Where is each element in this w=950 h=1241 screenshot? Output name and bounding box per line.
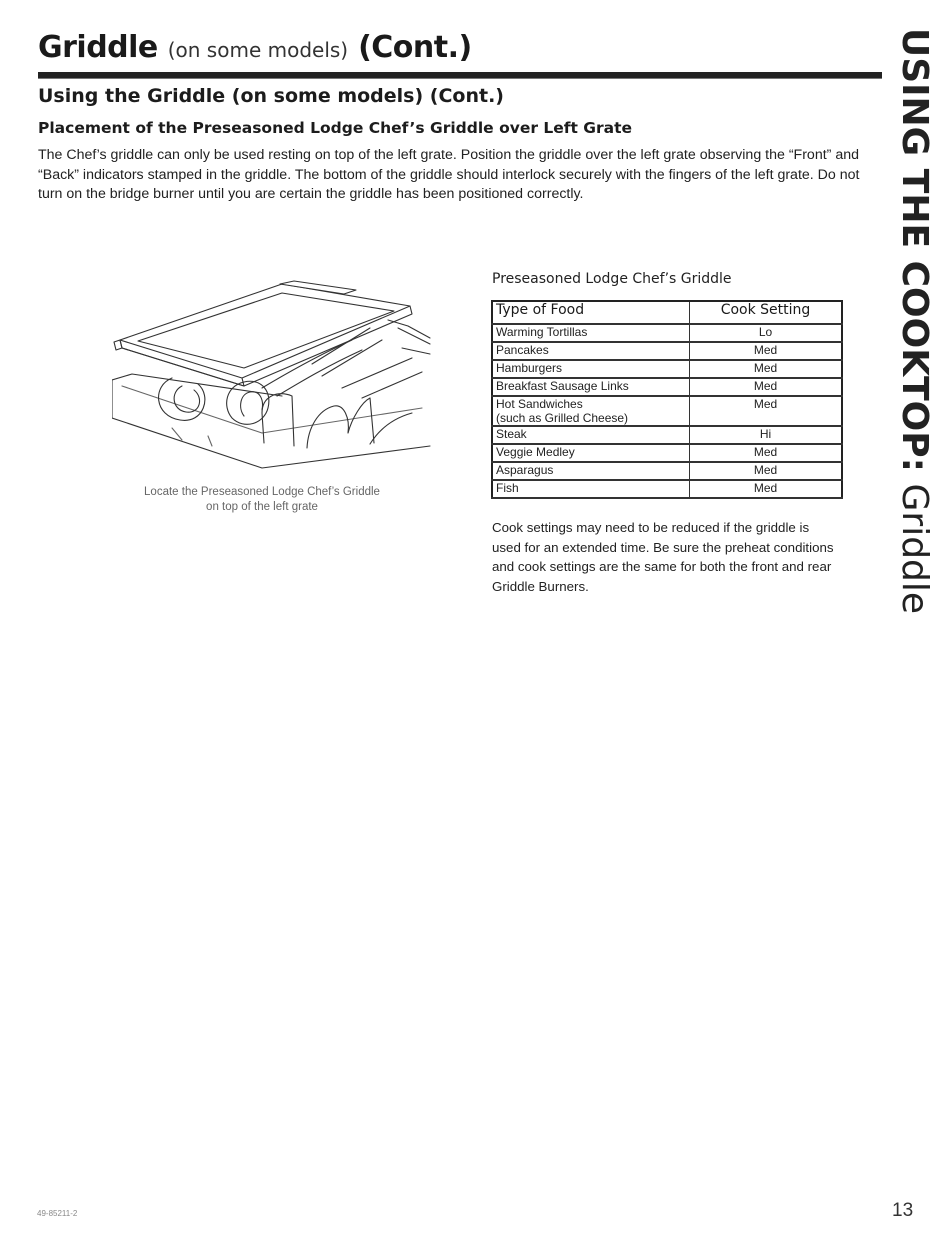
food-cell — [492, 444, 690, 462]
setting-cell: Med — [690, 342, 843, 360]
title-cont: (Cont.) — [358, 30, 472, 65]
setting-cell: Lo — [690, 324, 843, 342]
food-name: Asparagus — [496, 463, 554, 477]
food-cell — [492, 426, 690, 444]
food-cell — [492, 360, 690, 378]
table-header-row — [492, 301, 842, 324]
griddle-on-grate-illustration — [112, 268, 432, 483]
food-cell — [492, 462, 690, 480]
setting-cell: Hi — [690, 426, 843, 444]
food-name: Fish — [496, 481, 519, 495]
header-type-of-food: Type of Food — [492, 301, 690, 324]
setting-cell: Med — [690, 378, 843, 396]
table-row — [492, 378, 842, 396]
header-cook-setting: Cook Setting — [690, 301, 843, 324]
figure-caption — [112, 485, 412, 515]
food-name: Veggie Medley — [496, 445, 575, 459]
food-name: Warming Tortillas — [496, 325, 588, 339]
side-tab-bold: USING THE COOKTOP: — [894, 28, 935, 473]
food-name: Breakfast Sausage Links — [496, 379, 629, 393]
cook-settings-table — [491, 300, 843, 499]
title-main: Griddle — [38, 30, 158, 65]
table-title: Preseasoned Lodge Chef’s Griddle — [492, 271, 732, 287]
intro-paragraph: The Chef’s griddle can only be used resting on top of the left grate. Position the griddle over the left grate observing the “Front” and “Back” indicators stamped in the griddle. The bottom of the griddle should interlock securely with the fingers of the left grate. Do not turn on the bridge burner until you are certain the griddle has been positioned correctly. — [38, 147, 860, 202]
section-subheading: Placement of the Preseasoned Lodge Chef’s Griddle over Left Grate — [38, 119, 633, 137]
food-cell — [492, 378, 690, 396]
caption-line-2: on top of the left grate — [206, 501, 318, 513]
food-subnote: (such as Grilled Cheese) — [496, 411, 629, 425]
food-cell — [492, 480, 690, 498]
food-cell — [492, 324, 690, 342]
title-rule — [38, 72, 882, 79]
food-cell — [492, 342, 690, 360]
food-cell — [492, 396, 690, 426]
table-row — [492, 462, 842, 480]
side-tab — [890, 28, 938, 615]
setting-cell: Med — [690, 480, 843, 498]
food-name: Hot Sandwiches — [496, 397, 583, 411]
section-heading: Using the Griddle (on some models) (Cont.) — [38, 85, 504, 107]
table-row — [492, 480, 842, 498]
cook-settings-note: Cook settings may need to be reduced if the griddle is used for an extended time. Be sure the preheat conditions and cook settings are the same for both the front and rear Griddle Burners. — [492, 520, 834, 594]
table-row — [492, 426, 842, 444]
setting-cell: Med — [690, 462, 843, 480]
table-row — [492, 324, 842, 342]
setting-cell: Med — [690, 396, 843, 426]
document-code: 49-85211-2 — [37, 1209, 78, 1218]
side-tab-text — [890, 28, 938, 614]
table-row — [492, 396, 842, 426]
side-tab-light: Griddle — [894, 483, 935, 615]
table-row — [492, 360, 842, 378]
caption-line-1: Locate the Preseasoned Lodge Chef’s Griddle — [144, 486, 380, 498]
setting-cell: Med — [690, 444, 843, 462]
food-name: Steak — [496, 427, 527, 441]
page-number: 13 — [892, 1200, 914, 1221]
setting-cell: Med — [690, 360, 843, 378]
food-name: Hamburgers — [496, 361, 563, 375]
page-title — [38, 30, 472, 65]
title-sub: (on some models) — [167, 38, 349, 62]
food-name: Pancakes — [496, 343, 549, 357]
table-row — [492, 342, 842, 360]
table-row — [492, 444, 842, 462]
